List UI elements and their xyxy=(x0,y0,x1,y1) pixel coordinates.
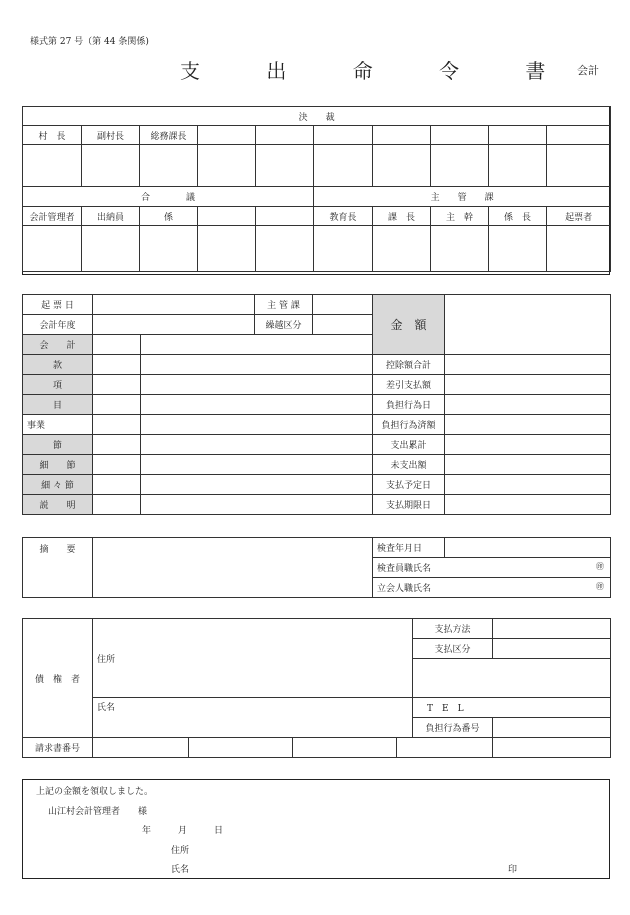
shukan-header: 主 管 課 xyxy=(314,187,611,207)
label-fukusoncho: 副村長 xyxy=(82,126,140,145)
seal-box[interactable] xyxy=(314,226,373,272)
invoice-field[interactable] xyxy=(293,738,397,758)
label-shiharai-kigen: 支払期限日 xyxy=(373,495,445,515)
label-tachiai-name: 立会人職氏名 xyxy=(377,584,432,594)
seal-box[interactable] xyxy=(314,145,373,187)
label-setsu: 節 xyxy=(23,435,93,455)
label-somukacho: 総務課長 xyxy=(140,126,198,145)
tel-row[interactable] xyxy=(413,698,611,718)
seal-box[interactable] xyxy=(198,226,256,272)
kensa-date-field[interactable] xyxy=(445,538,611,558)
kingaku-field[interactable] xyxy=(445,295,611,355)
label-burden-no: 負担行為番号 xyxy=(413,718,493,738)
label-setsumei: 説 明 xyxy=(23,495,93,515)
invoice-field[interactable] xyxy=(93,738,189,758)
seal-box[interactable] xyxy=(82,226,140,272)
pay-detail-field[interactable] xyxy=(413,659,611,698)
seal-box[interactable] xyxy=(256,226,314,272)
tachiai-name-row[interactable] xyxy=(373,578,611,598)
account-label: 会計 xyxy=(577,64,599,77)
label-kan: 款 xyxy=(23,355,93,375)
kaikei-nendo-field[interactable] xyxy=(93,315,255,335)
kihyo-bi-field[interactable] xyxy=(93,295,255,315)
label-kacho: 課 長 xyxy=(373,207,431,226)
label-kaikei: 会 計 xyxy=(23,335,93,355)
form-title: 支 出 命 令 書 xyxy=(180,59,576,83)
label-shukan-ka: 主 管 課 xyxy=(255,295,313,315)
receipt-address-label: 住所 xyxy=(171,846,190,856)
seal-box[interactable] xyxy=(373,226,431,272)
kessai-header: 決 裁 xyxy=(23,107,611,126)
label-soncho: 村 長 xyxy=(23,126,82,145)
label-futan-bi: 負担行為日 xyxy=(373,395,445,415)
label-kou: 項 xyxy=(23,375,93,395)
label-tekiyo: 摘 要 xyxy=(23,538,93,598)
seal-box[interactable] xyxy=(140,226,198,272)
invoice-field[interactable] xyxy=(397,738,493,758)
label-address: 住所 xyxy=(97,654,116,665)
label-kaikei-kanrisha: 会計管理者 xyxy=(23,207,82,226)
label-kihyo-bi: 起 票 日 xyxy=(23,295,93,315)
seal-box[interactable] xyxy=(489,145,547,187)
label-kojo-gokei: 控除額合計 xyxy=(373,355,445,375)
seal-box[interactable] xyxy=(82,145,140,187)
label-kensa-name: 検査員職氏名 xyxy=(377,564,432,574)
kurikoshi-field[interactable] xyxy=(313,315,373,335)
label-kaikei-nendo: 会計年度 xyxy=(23,315,93,335)
receipt-line2: 山江村会計管理者 様 xyxy=(48,807,148,817)
tekiyo-field[interactable] xyxy=(93,538,373,598)
label-pay-type: 支払区分 xyxy=(413,639,493,659)
form-number: 様式第 27 号（第 44 条関係) xyxy=(30,37,149,47)
label-creditor: 債 権 者 xyxy=(23,619,93,738)
label-tel: T E L xyxy=(427,704,464,714)
gougi-header: 合 議 xyxy=(23,187,314,207)
label-saisai: 細 々 節 xyxy=(23,475,93,495)
label-kensa-date: 検査年月日 xyxy=(373,538,445,558)
label-kakari: 係 xyxy=(140,207,198,226)
label-invoice-no: 請求書番号 xyxy=(23,738,93,758)
receipt-date: 年 月 日 xyxy=(142,826,224,836)
creditor-table xyxy=(22,618,611,758)
summary-table xyxy=(22,537,611,598)
label-pay-method: 支払方法 xyxy=(413,619,493,639)
label-moku: 目 xyxy=(23,395,93,415)
creditor-name-field[interactable] xyxy=(93,698,413,738)
details-table xyxy=(22,294,611,515)
seal-icon: ㊞ xyxy=(596,582,604,591)
label-shukan: 主 幹 xyxy=(431,207,489,226)
seal-box[interactable] xyxy=(140,145,198,187)
label-saisetsu: 細 節 xyxy=(23,455,93,475)
kensa-name-row[interactable] xyxy=(373,558,611,578)
receipt-name-label: 氏名 xyxy=(171,865,190,875)
receipt-seal: 印 xyxy=(508,865,518,875)
approval-table xyxy=(22,106,611,272)
label-sashihiki: 差引支払額 xyxy=(373,375,445,395)
label-kyoikucho: 教育長 xyxy=(314,207,373,226)
label-suitoin: 出納員 xyxy=(82,207,140,226)
receipt-line1: 上記の金額を領収しました。 xyxy=(36,787,154,797)
shukan-ka-field[interactable] xyxy=(313,295,373,315)
pay-type-field[interactable] xyxy=(493,639,611,659)
seal-box[interactable] xyxy=(489,226,547,272)
kaikei-name[interactable] xyxy=(141,335,373,355)
seal-box[interactable] xyxy=(431,226,489,272)
pay-method-field[interactable] xyxy=(493,619,611,639)
kaikei-code[interactable] xyxy=(93,335,141,355)
label-kurikoshi: 繰越区分 xyxy=(255,315,313,335)
label-mishishutsu: 未支出額 xyxy=(373,455,445,475)
label-shiharai-yotei: 支払予定日 xyxy=(373,475,445,495)
label-kakaricho: 係 長 xyxy=(489,207,547,226)
seal-icon: ㊞ xyxy=(596,562,604,571)
creditor-address-field[interactable] xyxy=(93,619,413,698)
seal-box[interactable] xyxy=(23,145,82,187)
burden-no-field[interactable] xyxy=(493,718,611,738)
seal-box[interactable] xyxy=(23,226,82,272)
seal-box[interactable] xyxy=(373,145,431,187)
seal-box[interactable] xyxy=(431,145,489,187)
seal-box[interactable] xyxy=(256,145,314,187)
label-jigyo: 事業 xyxy=(23,415,93,435)
label-futan-zumi: 負担行為済額 xyxy=(373,415,445,435)
seal-box[interactable] xyxy=(198,145,256,187)
label-name: 氏名 xyxy=(97,703,116,713)
seal-box[interactable] xyxy=(547,226,611,272)
label-kingaku: 金 額 xyxy=(373,295,445,355)
invoice-field[interactable] xyxy=(493,738,611,758)
label-shishutsu-ruikei: 支出累計 xyxy=(373,435,445,455)
invoice-field[interactable] xyxy=(189,738,293,758)
seal-box[interactable] xyxy=(547,145,611,187)
label-kihyosha: 起票者 xyxy=(547,207,611,226)
